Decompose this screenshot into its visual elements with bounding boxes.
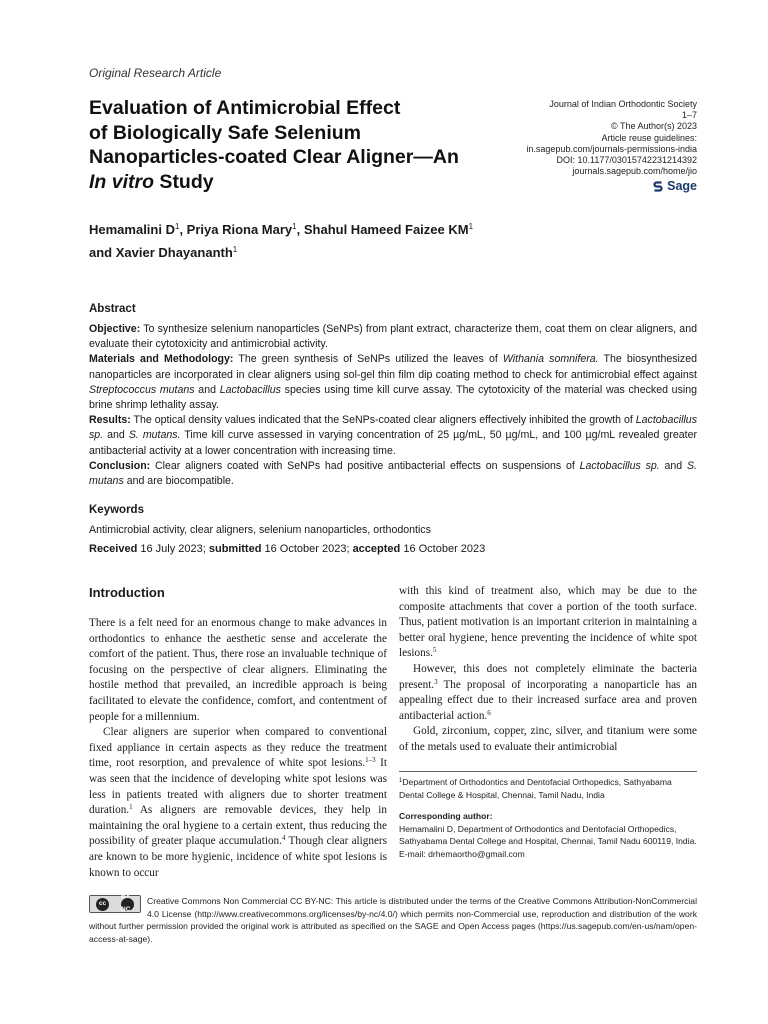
intro-text: The proposal of incorporating a nanoparticle has an appealing effect due to their increased surface area and proven antibacterial action. <box>399 678 697 722</box>
affiliation <box>399 775 697 801</box>
citation[interactable]: 4 <box>281 834 286 843</box>
sage-logo <box>652 180 697 192</box>
author-sep: , <box>179 222 187 237</box>
author-1-affil: 1 <box>174 222 180 231</box>
abstract <box>89 301 697 489</box>
cc-icon: cc <box>96 898 109 911</box>
citation[interactable]: 5 <box>432 646 437 655</box>
methods-species: Lactobacillus <box>219 383 281 396</box>
methods-species: Streptococcus mutans <box>89 383 195 396</box>
body-column-right <box>399 584 697 756</box>
intro-text: Clear aligners are superior when compared to conventional fixed appliance in certain aspects as they reduce the treatment time, root resorption, and prevalence of white spot lesions. <box>89 726 387 770</box>
intro-text: It was seen that the incidence of developing white spot lesions was less in patients treated with aligners due to shorter treatment duration. <box>89 757 387 817</box>
keywords-section <box>89 502 697 557</box>
keywords-list: Antimicrobial activity, clear aligners, selenium nanoparticles, orthodontics <box>89 524 431 536</box>
citation[interactable]: 1–3 <box>365 756 376 765</box>
corresponding-email[interactable]: E-mail: drhemaortho@gmail.com <box>399 848 525 859</box>
methods-species: Withania somnifera. <box>502 353 599 366</box>
intro-paragraph <box>89 725 387 881</box>
author-3: Shahul Hameed Faizee KM <box>303 222 469 237</box>
by-nc-icon: BY NC <box>121 898 134 911</box>
accepted-label: accepted <box>352 543 401 555</box>
affiliation-text: Department of Orthodontics and Dentofacial Orthopedics, Sathyabama Dental College & Hospital, Chennai, Tamil Nadu, India <box>399 777 672 800</box>
author-4: Xavier Dhayananth <box>115 245 233 260</box>
citation[interactable]: 3 <box>434 677 438 686</box>
title-line-4: Study <box>154 170 214 193</box>
journal-reuse-link[interactable]: in.sagepub.com/journals-permissions-india <box>526 143 697 154</box>
abstract-conclusion <box>89 459 697 489</box>
author-and: and <box>89 245 116 260</box>
methods-label: Materials and Methodology: <box>89 353 234 366</box>
keywords-heading: Keywords <box>89 504 144 516</box>
author-3-affil: 1 <box>468 222 474 231</box>
journal-home-link[interactable]: journals.sagepub.com/home/jio <box>572 166 697 177</box>
author-sep: , <box>296 222 304 237</box>
abstract-methods <box>89 352 697 413</box>
journal-pages: 1–7 <box>681 110 697 121</box>
conclusion-label: Conclusion: <box>89 459 151 472</box>
affiliation-marker: 1 <box>399 778 403 784</box>
title-line-3: Nanoparticles-coated Clear Aligner—An <box>89 146 459 168</box>
results-species: S. mutans. <box>128 429 181 442</box>
citation[interactable]: 6 <box>487 708 491 717</box>
title-italic: In vitro <box>89 170 155 193</box>
corresponding-author-text: Hemamalini D, Department of Orthodontics and Dentofacial Orthopedics, Sathyabama Dental College and Hospital, Chennai, Tamil Nadu 600119, India. <box>399 823 697 846</box>
conclusion-text: Clear aligners coated with SeNPs had positive antibacterial effects on suspensions of <box>150 459 580 472</box>
intro-paragraph: There is a felt need for an enormous change to make advances in orthodontics to enhance the aesthetic sense and accelerate the comfort of the patient. Thus, there rose an invaluable technique of focusing on the perspective of clear aligners. Eliminating the hostile method that prevailed, an incredible approach is being facilitated to elevate the confidence, comfort, and contentment of people for a millennium. <box>89 617 387 723</box>
citation[interactable]: 1 <box>129 803 133 812</box>
results-text: The optical density values indicated that the SeNPs-coated clear aligners effectively inhibited the growth of <box>130 414 636 427</box>
intro-paragraph <box>399 584 697 662</box>
submitted-label: submitted <box>208 543 262 555</box>
title-line-1: Evaluation of Antimicrobial Effect <box>89 97 401 119</box>
title-line-2: of Biologically Safe Selenium <box>89 121 361 144</box>
article-dates <box>89 542 697 557</box>
methods-text: The biosynthesized nanoparticles are incorporated in clear aligners using sol-gel thin film dip coating method to check for antimicrobial effect against <box>89 353 697 381</box>
license-block <box>89 895 697 945</box>
objective-text: To synthesize selenium nanoparticles (SeNPs) from plant extract, characterize them, coat them on clear aligners, and evaluate their cytotoxicity and antimicrobial activity. <box>89 323 697 351</box>
intro-text: with this kind of treatment also, which may be due to the composite attachments that cover a portion of the tooth surface. Thus, patient motivation is an important criterion in maintaining a better oral hygiene, hence preventing the incidence of white spot lesions. <box>399 585 697 660</box>
methods-text: species using time kill curve assay. The cytotoxicity of the material was checked using brine shrimp lethality assay. <box>89 383 698 412</box>
abstract-objective <box>89 322 697 352</box>
author-list <box>89 217 559 263</box>
accepted-date: 16 October 2023 <box>400 543 486 555</box>
journal-doi[interactable]: DOI: 10.1177/03015742231214392 <box>556 155 697 166</box>
body-column-left <box>89 584 387 881</box>
author-2: Priya Riona Mary <box>186 222 293 237</box>
intro-text: Though clear aligners are known to be more hygienic, incidence of white spot lesions is known to occur <box>89 835 388 879</box>
received-date: 16 July 2023; <box>137 543 209 555</box>
conclusion-species: S. mutans <box>89 459 697 488</box>
intro-paragraph: Gold, zirconium, copper, zinc, silver, and titanium were some of the metals used to evaluate their antimicrobial <box>399 725 697 753</box>
methods-text: The green synthesis of SeNPs utilized the leaves of <box>233 353 503 366</box>
introduction-heading: Introduction <box>89 585 165 600</box>
methods-text: and <box>194 383 220 396</box>
sage-wordmark: Sage <box>667 178 697 193</box>
author-4-affil: 1 <box>232 245 238 254</box>
abstract-results <box>89 413 697 459</box>
journal-reuse-label: Article reuse guidelines: <box>601 132 697 143</box>
license-text: Creative Commons Non Commercial CC BY-NC: This article is distributed under the terms of the Creative Commons Attribution-NonCommercial 4.0 License (http://www.creativecommons.org/licenses/by-nc/4.0/) which permits non-Commercial use, reproduction and distribution of the work without further permission provided the original work is attributed as specified on the SAGE and Open Access pages (https://us.sagepub.com/en-us/nam/open-access-at-sage). <box>89 896 697 944</box>
sage-s-icon <box>652 180 664 192</box>
author-2-affil: 1 <box>292 222 297 231</box>
corresponding-author-heading: Corresponding author: <box>399 811 493 821</box>
intro-text: As aligners are removable devices, they help in maintaining the oral hygiene to a certain extent, thus reducing the possibility of greater plaque accumulation. <box>89 804 387 848</box>
abstract-heading: Abstract <box>89 303 136 315</box>
intro-text: However, this does not completely eliminate the bacteria present. <box>399 662 697 691</box>
results-text: and <box>103 429 129 442</box>
journal-name: Journal of Indian Orthodontic Society <box>549 99 697 109</box>
results-label: Results: <box>89 414 131 427</box>
conclusion-text: and are biocompatible. <box>123 475 234 488</box>
conclusion-species: Lactobacillus sp. <box>579 459 660 472</box>
author-1: Hemamalini D <box>89 222 175 237</box>
cc-by-nc-badge-icon[interactable] <box>89 895 141 913</box>
received-label: Received <box>89 543 138 555</box>
journal-copyright: © The Author(s) 2023 <box>610 121 697 132</box>
results-text: Time kill curve assessed in varying concentration of 25 µg/mL, 50 µg/mL, and 100 µg/mL revealed greater antibacterial activity at a lower concentration with increasing time. <box>89 429 697 457</box>
intro-paragraph <box>399 662 697 724</box>
conclusion-text: and <box>659 459 687 472</box>
journal-info <box>457 99 697 196</box>
results-species: Lactobacillus sp. <box>89 414 697 442</box>
footnotes <box>399 771 697 860</box>
submitted-date: 16 October 2023; <box>261 543 353 555</box>
article-type: Original Research Article <box>89 66 222 80</box>
objective-label: Objective: <box>89 323 141 335</box>
